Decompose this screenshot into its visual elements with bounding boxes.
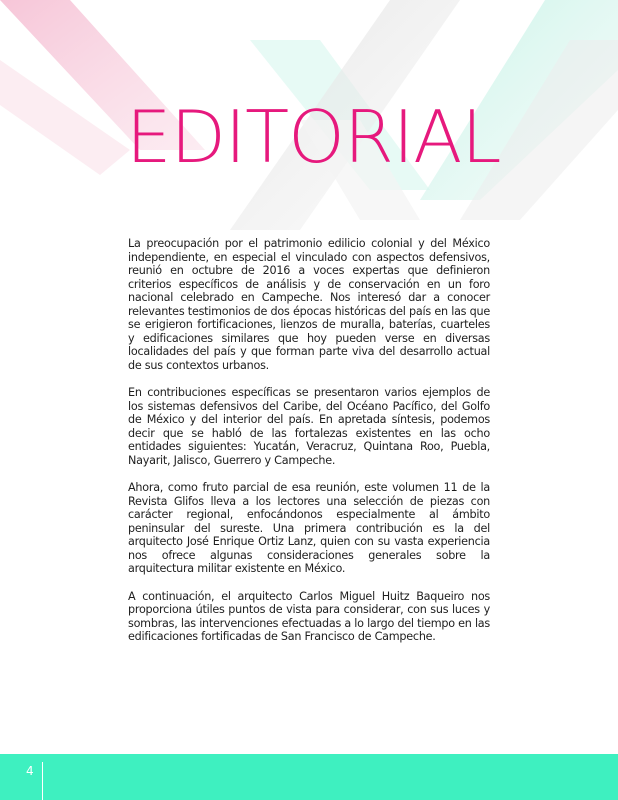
page-number: 4 — [26, 764, 34, 778]
editorial-body — [128, 237, 490, 658]
page-title: EDITORIAL — [126, 95, 501, 179]
footer-band — [0, 754, 618, 800]
paragraph: En contribuciones específicas se presentaron varios ejemplos de los sistemas defensivos del Caribe, del Océano Pacífico, del Golfo de México y del interior del país. En apretada síntesis, podemos decir que se habló de las fortalezas existentes en las ocho entidades siguientes: Yucatán, Veracruz, Quintana Roo, Puebla, Nayarit, Jalisco, Guerrero y Campeche. — [128, 386, 490, 467]
paragraph: La preocupación por el patrimonio edilicio colonial y del México independiente, en especial el vinculado con aspectos defensivos, reunió en octubre de 2016 a voces expertas que definieron criterios específicos de análisis y de conservación en un foro nacional celebrado en Campeche. Nos interesó dar a conocer relevantes testimonios de dos épocas históricas del país en las que se erigieron fortificaciones, lienzos de muralla, baterías, cuarteles y edificaciones similares que hoy pueden verse en diversas localidades del país y que forman parte viva del desarrollo actual de sus contextos urbanos. — [128, 237, 490, 372]
page-number-divider — [42, 762, 43, 800]
paragraph: A continuación, el arquitecto Carlos Miguel Huitz Baqueiro nos proporciona útiles puntos de vista para considerar, con sus luces y sombras, las intervenciones efectuadas a lo largo del tiempo en las edificaciones fortificadas de San Francisco de Campeche. — [128, 589, 490, 643]
paragraph: Ahora, como fruto parcial de esa reunión, este volumen 11 de la Revista Glifos lleva a los lectores una selección de piezas con carácter regional, enfocándonos especialmente al ámbito peninsular del sureste. Una primera contribución es la del arquitecto José Enrique Ortiz Lanz, quien con su vasta experiencia nos ofrece algunas consideraciones generales sobre la arquitectura militar existente en México. — [128, 481, 490, 575]
